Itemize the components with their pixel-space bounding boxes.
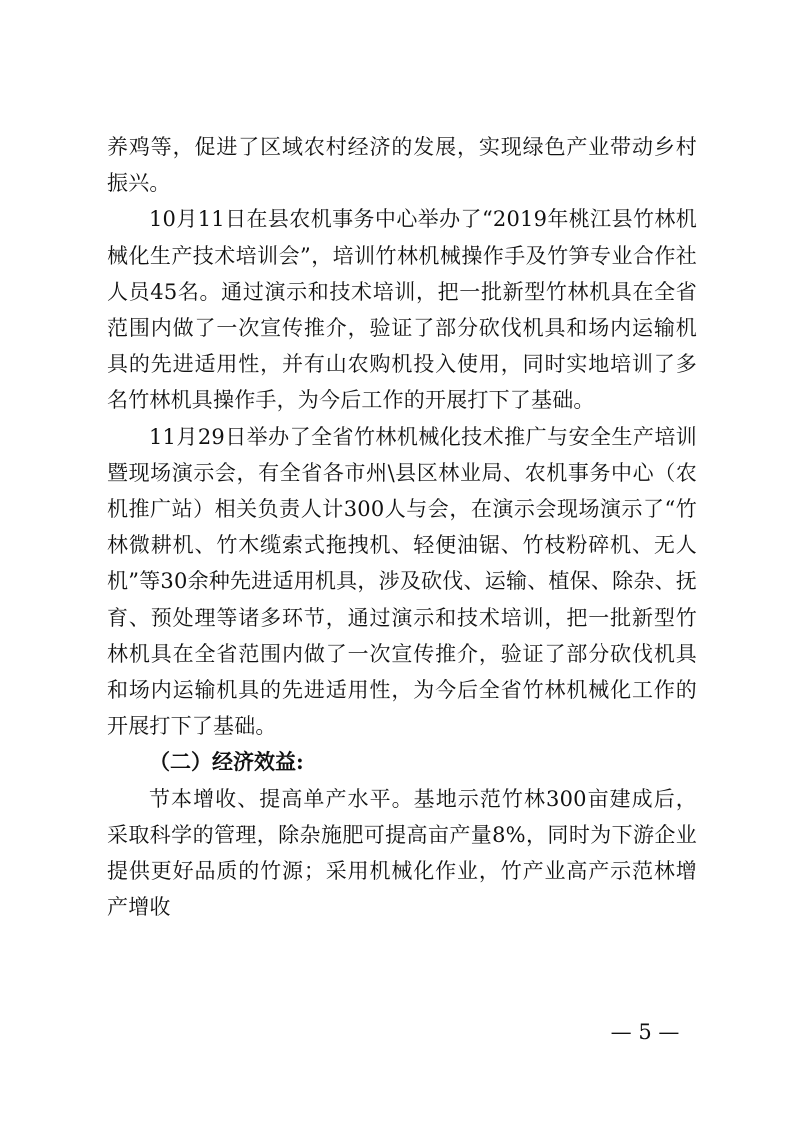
paragraph-training-meeting: 10月11日在县农机事务中心举办了“2019年桃江县竹林机械化生产技术培训会”，培训竹林机械操作手及竹笋专业合作社人员45名。通过演示和技术培训，把一批新型竹林机具在全省范围内做了一次宣传推介，验证了部分砍伐机具和场内运输机具的先进适用性，并有山农购机投入使用，同时实地培训了多名竹林机具操作手，为今后工作的开展打下了基础。 [107,207,697,413]
page-body [107,129,697,925]
section-heading-economic-benefits: （二）经济效益: [149,749,304,775]
paragraph-economic-benefits: 节本增收、提高单产水平。基地示范竹林300亩建成后，采取科学的管理，除杂施肥可提高亩产量8%，同时为下游企业提供更好品质的竹源；采用机械化作业，竹产业高产示范林增产增收 [107,786,697,920]
page-number: — 5 — [610,1020,680,1044]
paragraph-continuation: 养鸡等，促进了区域农村经济的发展，实现绿色产业带动乡村振兴。 [107,135,697,196]
paragraph-demonstration-meeting: 11月29日举办了全省竹林机械化技术推广与安全生产培训暨现场演示会，有全省各市州\县区林业局、农机事务中心（农机推广站）相关负责人计300人与会，在演示会现场演示了“竹林微耕机、竹木缆索式拖拽机、轻便油锯、竹枝粉碎机、无人机”等30余种先进适用机具，涉及砍伐、运输、植保、除杂、抚育、预处理等诸多环节，通过演示和技术培训，把一批新型竹林机具在全省范围内做了一次宣传推介，验证了部分砍伐机具和场内运输机具的先进适用性，为今后全省竹林机械化工作的开展打下了基础。 [107,424,697,739]
